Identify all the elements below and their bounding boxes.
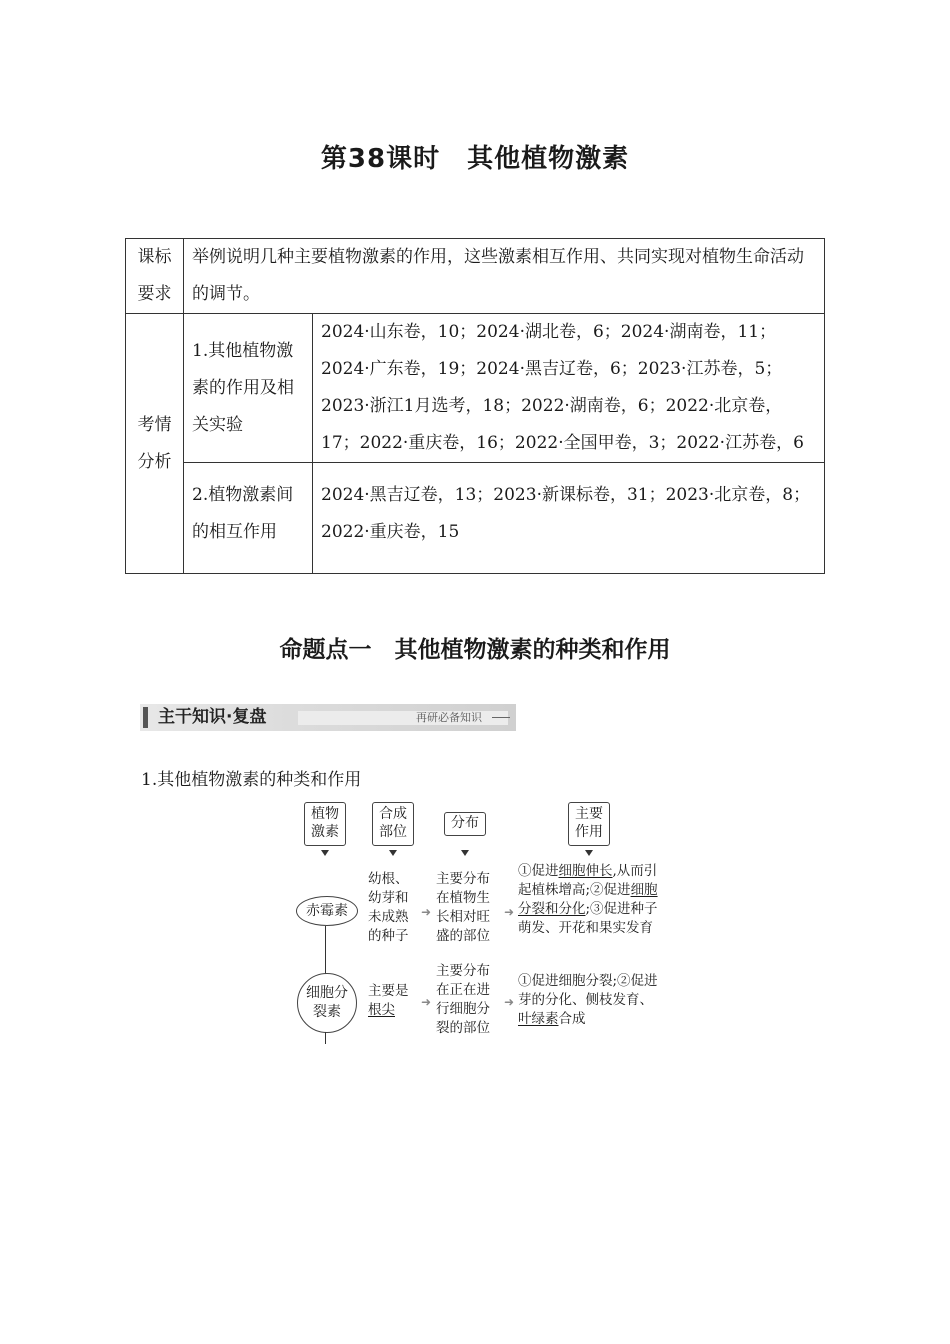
function-part: ;③促进种子萌发、开花和果实发育 <box>518 901 658 936</box>
synthesis-text: 幼根、幼芽和未成熟的种子 <box>368 871 409 944</box>
header-distribution: 分布 <box>444 812 486 836</box>
function-text <box>518 862 660 938</box>
arrow-right-icon: ➜ <box>421 905 432 919</box>
arrow-right-icon: ➜ <box>504 995 515 1009</box>
function-text <box>518 972 660 1029</box>
exam-list-cell: 2024·黑吉辽卷，13；2023·新课标卷，31；2023·北京卷，8；2022·重庆卷，15 <box>313 463 825 574</box>
table-row <box>126 239 825 314</box>
banner-subtitle: 再研必备知识 <box>416 711 482 724</box>
header-function: 主要作用 <box>568 802 610 846</box>
subsection-title: 1.其他植物激素的种类和作用 <box>141 770 362 790</box>
function-part: ①促进细胞分裂;②促进芽的分化、侧枝发育、 <box>518 973 658 1008</box>
distribution-text: 主要分布在植物生长相对旺盛的部位 <box>436 871 490 944</box>
hormone-gibberellin: 赤霉素 <box>296 896 358 926</box>
label-cell: 考情分析 <box>126 314 184 574</box>
curriculum-table <box>125 238 825 574</box>
connector-line <box>325 1032 326 1044</box>
connector-line <box>325 926 326 974</box>
key-term: 叶绿素 <box>518 1011 559 1027</box>
distribution-text: 主要分布在正在进行细胞分裂的部位 <box>436 963 490 1036</box>
banner-bar <box>143 707 148 728</box>
table-row <box>126 314 825 463</box>
hormone-cytokinin <box>297 973 357 1033</box>
function-part: 合成 <box>558 1011 586 1027</box>
header-hormone: 植物激素 <box>304 802 346 846</box>
key-term: 细胞伸长 <box>558 863 613 879</box>
exam-list-cell: 2024·山东卷，10；2024·湖北卷，6；2024·湖南卷，11；2024·广东卷，19；2024·黑吉辽卷，6；2023·江苏卷，5；2023·浙江1月选考，18；2022·湖南卷，6；2022·北京卷，17；2022·重庆卷，16；2022·全国甲卷，3；2022·江苏卷，6 <box>313 314 825 463</box>
banner-title: 主干知识·复盘 <box>158 707 267 727</box>
hormone-diagram <box>290 800 670 1050</box>
key-term: 根尖 <box>368 1002 395 1018</box>
banner-line <box>492 717 510 718</box>
arrow-down-icon <box>461 850 469 856</box>
synthesis-text <box>368 982 418 1020</box>
requirement-cell: 举例说明几种主要植物激素的作用，这些激素相互作用、共同实现对植物生命活动的调节。 <box>184 239 825 314</box>
arrow-down-icon <box>321 850 329 856</box>
knowledge-banner <box>140 704 516 731</box>
section-heading: 命题点一 其他植物激素的种类和作用 <box>279 637 671 663</box>
arrow-right-icon: ➜ <box>504 905 515 919</box>
topic-cell: 2.植物激素间的相互作用 <box>184 463 313 574</box>
header-synthesis: 合成部位 <box>372 802 414 846</box>
topic-cell: 1.其他植物激素的作用及相关实验 <box>184 314 313 463</box>
arrow-down-icon <box>389 850 397 856</box>
label-cell: 课标要求 <box>126 239 184 314</box>
function-part: ①促进 <box>518 863 559 879</box>
arrow-down-icon <box>585 850 593 856</box>
hormone-name: 细胞分裂素 <box>306 985 348 1020</box>
page-title: 第38课时 其他植物激素 <box>320 144 630 174</box>
table-row <box>126 463 825 574</box>
function-part: ,从而引起植株增高;②促进 <box>518 863 658 898</box>
key-term: 细胞分裂和分化 <box>518 882 658 917</box>
arrow-right-icon: ➜ <box>421 995 432 1009</box>
synthesis-prefix: 主要是 <box>368 983 409 999</box>
